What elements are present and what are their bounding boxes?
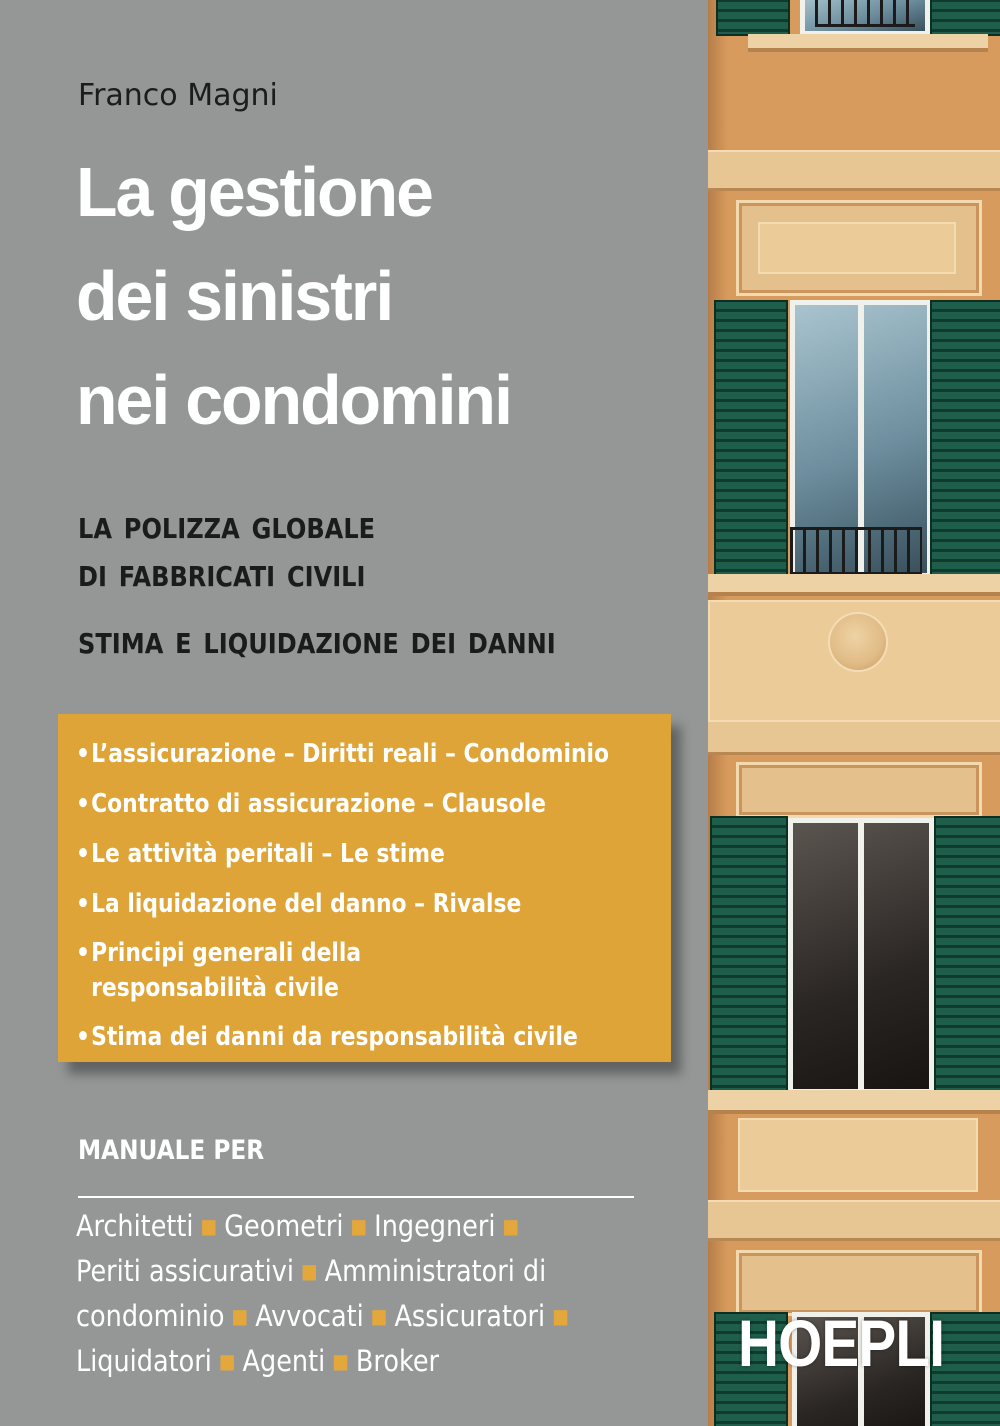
separator-icon: ■ xyxy=(300,1259,318,1283)
subtitle-line: LA POLIZZA GLOBALE xyxy=(78,512,376,545)
topic-item: • Contratto di assicurazione – Clausole xyxy=(76,786,679,823)
shutter-right-lower xyxy=(934,816,1000,1096)
topics-box xyxy=(58,714,671,1062)
bullet-icon: • xyxy=(76,739,90,769)
window-lower xyxy=(788,818,934,1094)
separator-icon: ■ xyxy=(231,1304,249,1328)
divider xyxy=(78,1196,634,1198)
bullet-icon: • xyxy=(76,839,90,869)
audience-item: Liquidatori xyxy=(76,1344,212,1378)
audience-item: Architetti xyxy=(76,1209,194,1243)
shutter-left-lower xyxy=(710,816,788,1096)
subtitle-line: STIMA E LIQUIDAZIONE DEI DANNI xyxy=(78,627,556,660)
separator-icon: ■ xyxy=(218,1349,236,1373)
topics-list xyxy=(76,736,676,1069)
author-name: Franco Magni xyxy=(78,78,278,113)
separator-icon: ■ xyxy=(552,1304,569,1328)
shutter-right-upper xyxy=(930,300,1000,576)
separator-icon: ■ xyxy=(332,1349,349,1373)
topic-item: • L’assicurazione – Diritti reali – Condominio xyxy=(76,736,679,773)
title-line: La gestione xyxy=(76,153,432,231)
separator-icon: ■ xyxy=(200,1214,218,1238)
book-subtitle xyxy=(78,505,556,668)
audience-item: Broker xyxy=(355,1344,440,1378)
audience-item: Geometri xyxy=(224,1209,344,1243)
audience-item: condominio xyxy=(76,1299,225,1333)
topic-item: • Stima dei danni da responsabilità civile xyxy=(76,1019,679,1056)
separator-icon: ■ xyxy=(350,1214,368,1238)
title-line: dei sinistri xyxy=(76,257,393,335)
oculus-ornament xyxy=(828,612,888,672)
audience-item: Assicuratori xyxy=(394,1299,546,1333)
audience-item: Avvocati xyxy=(255,1299,364,1333)
publisher-logo: HOEPLI xyxy=(738,1306,945,1380)
bullet-icon: • xyxy=(76,938,90,968)
audience-item: Ingegneri xyxy=(374,1209,496,1243)
topic-item: • Le attività peritali – Le stime xyxy=(76,836,679,873)
book-title xyxy=(76,140,696,452)
separator-icon: ■ xyxy=(370,1304,388,1328)
title-line: nei condomini xyxy=(76,361,511,439)
audience-list xyxy=(76,1204,639,1384)
audience-item: Periti assicurativi xyxy=(76,1254,294,1288)
shutter-left-upper xyxy=(714,300,788,576)
bullet-icon: • xyxy=(76,789,90,819)
audience-item: Amministratori di xyxy=(324,1254,547,1288)
building-facade-photo xyxy=(708,0,1000,1426)
manual-label: MANUALE PER xyxy=(78,1135,265,1166)
topic-item: • La liquidazione del danno – Rivalse xyxy=(76,886,679,923)
audience-item: Agenti xyxy=(242,1344,326,1378)
bullet-icon: • xyxy=(76,1022,90,1052)
bullet-icon: • xyxy=(76,889,90,919)
subtitle-line: DI FABBRICATI CIVILI xyxy=(78,560,366,593)
topic-item: • Principi generali della responsabilità civile xyxy=(76,938,362,1003)
separator-icon: ■ xyxy=(502,1214,520,1238)
window-upper xyxy=(790,300,932,578)
